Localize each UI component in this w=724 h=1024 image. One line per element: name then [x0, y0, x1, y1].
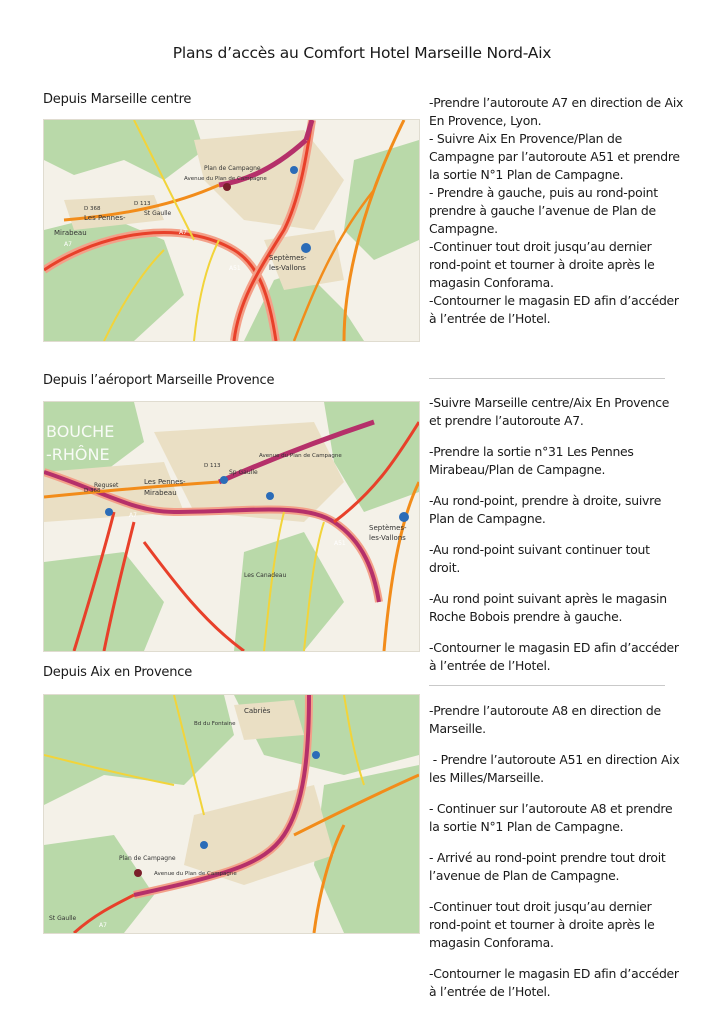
map-marseille-centre[interactable] [43, 119, 420, 342]
directions-marseille-centre [429, 94, 684, 328]
interchange-marker [266, 492, 274, 500]
hotel-marker [223, 183, 231, 191]
map-label-gaulle: St Gaulle [49, 915, 77, 922]
separator [429, 378, 665, 379]
map-label-a7-2: A7 [179, 229, 187, 236]
page-title: Plans d’accès au Comfort Hotel Marseille Nord-Aix [172, 44, 552, 62]
direction-step: -Au rond-point, prendre à droite, suivre Plan de Campagne. [429, 493, 662, 526]
interchange-marker [220, 476, 228, 484]
map-label-a51: A51 [334, 540, 346, 547]
interchange-marker [312, 751, 320, 759]
map-label-d113: D 113 [204, 463, 221, 469]
separator [429, 685, 665, 686]
direction-step: -Au rond-point suivant continuer tout droit. [429, 542, 650, 575]
map-label-canadeau: Les Canadeau [244, 572, 287, 579]
map-label-av-plan: Avenue du Plan de Campagne [184, 176, 267, 182]
map-label-a51: A51 [229, 265, 241, 272]
directions-aix [429, 702, 684, 1001]
map-label-a7: A7 [64, 241, 72, 248]
map-label-vallons: les-Vallons [269, 264, 306, 272]
map-label-vallons: les-Vallons [369, 534, 406, 542]
direction-step: -Suivre Marseille centre/Aix En Provence et prendre l’autoroute A7. [429, 395, 670, 428]
interchange-marker [105, 508, 113, 516]
map-label-d368: D 368 [84, 488, 101, 494]
map-label-campagne: Plan de Campagne [204, 165, 261, 172]
station-icon [301, 243, 311, 253]
map-label-d113: D 113 [134, 201, 151, 207]
map-label-av-plan: Avenue du Plan de Campagne [259, 453, 342, 459]
map-label-d368: D 368 [84, 206, 101, 212]
map-label-reguset: Reguset [94, 482, 119, 489]
map-label-fontaine: Bd du Fontaine [194, 721, 236, 727]
section-heading-marseille-centre: Depuis Marseille centre [43, 92, 192, 107]
direction-step: - Arrivé au rond-point prendre tout droit l’avenue de Plan de Campagne. [429, 850, 666, 883]
map-label-septemes: Septèmes- [369, 524, 407, 532]
direction-step: -Continuer tout droit jusqu’au dernier rond-point et tourner à droite après le magasin Conforama. [429, 899, 655, 950]
map-aeroport[interactable] [43, 401, 420, 652]
direction-step: -Prendre la sortie n°31 Les Pennes Mirabeau/Plan de Campagne. [429, 444, 634, 477]
map-label-mirabeau: Mirabeau [54, 229, 87, 237]
map-label-campagne: Plan de Campagne [119, 855, 176, 862]
direction-step: -Contourner le magasin ED afin d’accéder à l’entrée de l’Hotel. [429, 640, 679, 673]
direction-step: -Prendre l’autoroute A7 en direction de Aix En Provence, Lyon. - Suivre Aix En Provence/Plan de Campagne par l’autoroute A51 et prendre la sortie N°1 Plan de Campagne. - Prendre à gauche, puis au rond-point prendre à gauche l’avenue de Plan de Campagne. -Continuer tout droit jusqu’au dernier rond-point et tourner à droite après le magasin Conforama. -Contourner le magasin ED afin d’accéder à l’entrée de l’Hotel. [429, 95, 684, 326]
map-label-gaulle: Sp Gaulle [229, 469, 258, 476]
direction-step: -Prendre l’autoroute A8 en direction de Marseille. [429, 703, 661, 736]
direction-step: - Prendre l’autoroute A51 en direction Aix les Milles/Marseille. [429, 752, 684, 785]
map-label-mirabeau: Mirabeau [144, 489, 177, 497]
map-label-pennes: Les Pennes- [144, 478, 186, 486]
section-heading-aeroport: Depuis l’aéroport Marseille Provence [43, 373, 275, 388]
map-label-cabries: Cabriès [244, 707, 271, 715]
map-label-av-plan: Avenue du Plan de Campagne [154, 871, 237, 877]
urban-area [234, 700, 304, 740]
map-label-a7: A7 [129, 512, 137, 519]
map-label-pennes: Les Pennes- [84, 214, 126, 222]
map-label-septemes: Septèmes- [269, 254, 307, 262]
station-icon [399, 512, 409, 522]
direction-step: -Au rond point suivant après le magasin Roche Bobois prendre à gauche. [429, 591, 667, 624]
map-label-bouches: BOUCHE [46, 422, 115, 441]
map-label-a7: A7 [99, 922, 107, 929]
direction-step: -Contourner le magasin ED afin d’accéder à l’entrée de l’Hotel. [429, 966, 679, 999]
map-label-rhone: -RHÔNE [46, 445, 110, 464]
interchange-marker [200, 841, 208, 849]
directions-aeroport [429, 394, 684, 675]
hotel-marker [134, 869, 142, 877]
section-heading-aix: Depuis Aix en Provence [43, 665, 193, 680]
map-label-gaulle: St Gaulle [144, 210, 172, 217]
map-aix[interactable] [43, 694, 420, 934]
direction-step: - Continuer sur l’autoroute A8 et prendre la sortie N°1 Plan de Campagne. [429, 801, 673, 834]
interchange-marker [290, 166, 298, 174]
